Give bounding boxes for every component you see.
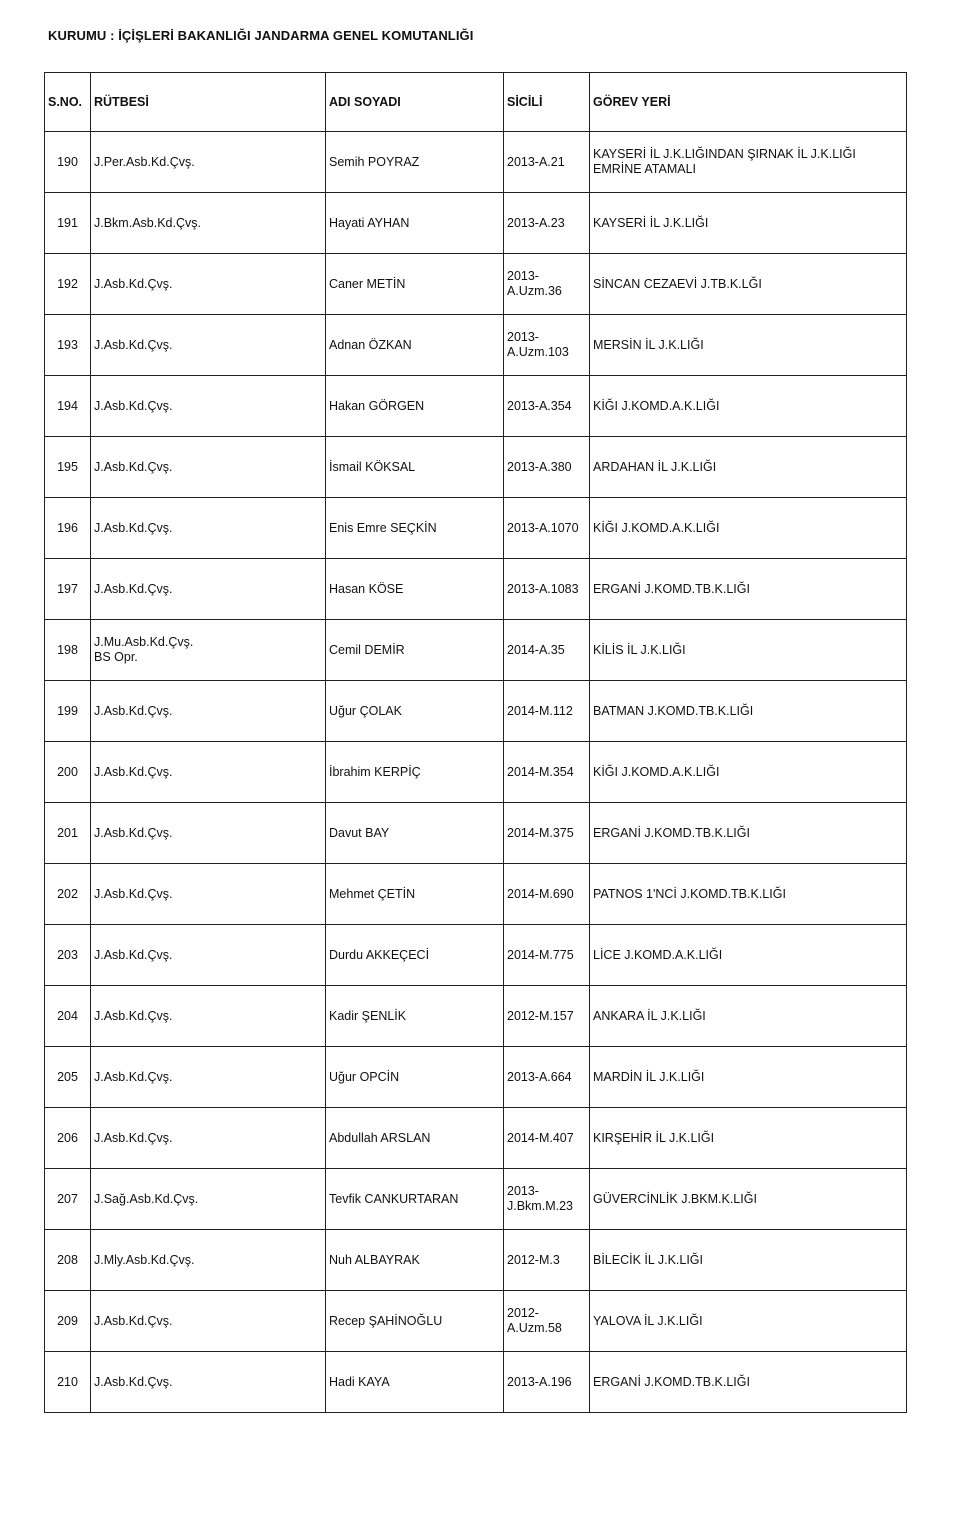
table-header-row bbox=[45, 73, 907, 132]
cell-rank: J.Asb.Kd.Çvş. bbox=[91, 315, 326, 376]
cell-no: 202 bbox=[45, 864, 91, 925]
cell-duty: KIRŞEHİR İL J.K.LIĞI bbox=[590, 1108, 907, 1169]
table-row bbox=[45, 315, 907, 376]
cell-registry: 2013-A.380 bbox=[504, 437, 590, 498]
cell-name: Uğur ÇOLAK bbox=[326, 681, 504, 742]
table-row bbox=[45, 498, 907, 559]
cell-rank: J.Asb.Kd.Çvş. bbox=[91, 803, 326, 864]
cell-duty: ARDAHAN İL J.K.LIĞI bbox=[590, 437, 907, 498]
cell-registry: 2014-M.354 bbox=[504, 742, 590, 803]
cell-rank: J.Asb.Kd.Çvş. bbox=[91, 437, 326, 498]
cell-no: 192 bbox=[45, 254, 91, 315]
table-row bbox=[45, 1108, 907, 1169]
table-row bbox=[45, 620, 907, 681]
cell-rank: J.Bkm.Asb.Kd.Çvş. bbox=[91, 193, 326, 254]
cell-registry: 2013- A.Uzm.36 bbox=[504, 254, 590, 315]
cell-name: Adnan ÖZKAN bbox=[326, 315, 504, 376]
table-row bbox=[45, 1352, 907, 1413]
cell-no: 208 bbox=[45, 1230, 91, 1291]
header-duty: GÖREV YERİ bbox=[590, 73, 907, 132]
cell-duty: KİLİS İL J.K.LIĞI bbox=[590, 620, 907, 681]
header-rank: RÜTBESİ bbox=[91, 73, 326, 132]
cell-rank: J.Mly.Asb.Kd.Çvş. bbox=[91, 1230, 326, 1291]
cell-duty: SİNCAN CEZAEVİ J.TB.K.LĞI bbox=[590, 254, 907, 315]
cell-name: Hakan GÖRGEN bbox=[326, 376, 504, 437]
cell-rank: J.Mu.Asb.Kd.Çvş. BS Opr. bbox=[91, 620, 326, 681]
cell-rank: J.Sağ.Asb.Kd.Çvş. bbox=[91, 1169, 326, 1230]
cell-name: Hasan KÖSE bbox=[326, 559, 504, 620]
cell-registry: 2013-A.354 bbox=[504, 376, 590, 437]
cell-name: Semih POYRAZ bbox=[326, 132, 504, 193]
cell-registry: 2012-M.3 bbox=[504, 1230, 590, 1291]
page-title: KURUMU : İÇİŞLERİ BAKANLIĞI JANDARMA GENEL KOMUTANLIĞI bbox=[48, 28, 474, 43]
cell-no: 210 bbox=[45, 1352, 91, 1413]
cell-rank: J.Per.Asb.Kd.Çvş. bbox=[91, 132, 326, 193]
cell-no: 195 bbox=[45, 437, 91, 498]
header-no: S.NO. bbox=[45, 73, 91, 132]
cell-registry: 2013-A.196 bbox=[504, 1352, 590, 1413]
cell-registry: 2013- A.Uzm.103 bbox=[504, 315, 590, 376]
cell-registry: 2013-A.664 bbox=[504, 1047, 590, 1108]
cell-registry: 2013-A.21 bbox=[504, 132, 590, 193]
cell-no: 209 bbox=[45, 1291, 91, 1352]
cell-rank: J.Asb.Kd.Çvş. bbox=[91, 681, 326, 742]
cell-no: 205 bbox=[45, 1047, 91, 1108]
cell-duty: YALOVA İL J.K.LIĞI bbox=[590, 1291, 907, 1352]
cell-name: Davut BAY bbox=[326, 803, 504, 864]
table-row bbox=[45, 559, 907, 620]
table-row bbox=[45, 1169, 907, 1230]
table-row bbox=[45, 803, 907, 864]
cell-name: Recep ŞAHİNOĞLU bbox=[326, 1291, 504, 1352]
cell-rank: J.Asb.Kd.Çvş. bbox=[91, 864, 326, 925]
cell-registry: 2013-A.23 bbox=[504, 193, 590, 254]
cell-duty: ERGANİ J.KOMD.TB.K.LIĞI bbox=[590, 1352, 907, 1413]
cell-duty: ERGANİ J.KOMD.TB.K.LIĞI bbox=[590, 559, 907, 620]
cell-name: Abdullah ARSLAN bbox=[326, 1108, 504, 1169]
cell-no: 200 bbox=[45, 742, 91, 803]
cell-no: 193 bbox=[45, 315, 91, 376]
cell-registry: 2012-M.157 bbox=[504, 986, 590, 1047]
cell-duty: KİĞI J.KOMD.A.K.LIĞI bbox=[590, 376, 907, 437]
cell-registry: 2013-A.1083 bbox=[504, 559, 590, 620]
cell-registry: 2014-M.775 bbox=[504, 925, 590, 986]
cell-registry: 2014-M.375 bbox=[504, 803, 590, 864]
cell-duty: MARDİN İL J.K.LIĞI bbox=[590, 1047, 907, 1108]
cell-rank: J.Asb.Kd.Çvş. bbox=[91, 925, 326, 986]
cell-registry: 2014-A.35 bbox=[504, 620, 590, 681]
cell-duty: KAYSERİ İL J.K.LIĞINDAN ŞIRNAK İL J.K.LIĞI EMRİNE ATAMALI bbox=[590, 132, 907, 193]
table-row bbox=[45, 376, 907, 437]
cell-no: 190 bbox=[45, 132, 91, 193]
cell-no: 199 bbox=[45, 681, 91, 742]
cell-name: Enis Emre SEÇKİN bbox=[326, 498, 504, 559]
cell-duty: KİĞI J.KOMD.A.K.LIĞI bbox=[590, 498, 907, 559]
table-row bbox=[45, 742, 907, 803]
cell-rank: J.Asb.Kd.Çvş. bbox=[91, 1291, 326, 1352]
cell-no: 204 bbox=[45, 986, 91, 1047]
cell-name: Uğur OPCİN bbox=[326, 1047, 504, 1108]
cell-duty: KİĞI J.KOMD.A.K.LIĞI bbox=[590, 742, 907, 803]
table-row bbox=[45, 1047, 907, 1108]
cell-rank: J.Asb.Kd.Çvş. bbox=[91, 376, 326, 437]
cell-rank: J.Asb.Kd.Çvş. bbox=[91, 1352, 326, 1413]
table-row bbox=[45, 925, 907, 986]
cell-no: 207 bbox=[45, 1169, 91, 1230]
cell-rank: J.Asb.Kd.Çvş. bbox=[91, 254, 326, 315]
cell-registry: 2014-M.690 bbox=[504, 864, 590, 925]
cell-duty: MERSİN İL J.K.LIĞI bbox=[590, 315, 907, 376]
personnel-table bbox=[44, 72, 907, 1413]
cell-duty: KAYSERİ İL J.K.LIĞI bbox=[590, 193, 907, 254]
cell-rank: J.Asb.Kd.Çvş. bbox=[91, 1108, 326, 1169]
cell-no: 191 bbox=[45, 193, 91, 254]
table-row bbox=[45, 132, 907, 193]
cell-name: Hadi KAYA bbox=[326, 1352, 504, 1413]
cell-name: İbrahim KERPİÇ bbox=[326, 742, 504, 803]
cell-no: 198 bbox=[45, 620, 91, 681]
cell-name: Nuh ALBAYRAK bbox=[326, 1230, 504, 1291]
cell-name: İsmail KÖKSAL bbox=[326, 437, 504, 498]
cell-rank: J.Asb.Kd.Çvş. bbox=[91, 559, 326, 620]
cell-duty: PATNOS 1'NCİ J.KOMD.TB.K.LIĞI bbox=[590, 864, 907, 925]
cell-name: Mehmet ÇETİN bbox=[326, 864, 504, 925]
cell-no: 206 bbox=[45, 1108, 91, 1169]
table-row bbox=[45, 1291, 907, 1352]
cell-duty: ANKARA İL J.K.LIĞI bbox=[590, 986, 907, 1047]
cell-duty: BİLECİK İL J.K.LIĞI bbox=[590, 1230, 907, 1291]
cell-no: 197 bbox=[45, 559, 91, 620]
table-row bbox=[45, 681, 907, 742]
cell-rank: J.Asb.Kd.Çvş. bbox=[91, 498, 326, 559]
cell-name: Durdu AKKEÇECİ bbox=[326, 925, 504, 986]
cell-duty: ERGANİ J.KOMD.TB.K.LIĞI bbox=[590, 803, 907, 864]
table-row bbox=[45, 1230, 907, 1291]
cell-rank: J.Asb.Kd.Çvş. bbox=[91, 1047, 326, 1108]
cell-name: Kadir ŞENLİK bbox=[326, 986, 504, 1047]
cell-no: 203 bbox=[45, 925, 91, 986]
cell-duty: GÜVERCİNLİK J.BKM.K.LIĞI bbox=[590, 1169, 907, 1230]
table-row bbox=[45, 986, 907, 1047]
cell-no: 196 bbox=[45, 498, 91, 559]
cell-rank: J.Asb.Kd.Çvş. bbox=[91, 742, 326, 803]
header-registry: SİCİLİ bbox=[504, 73, 590, 132]
cell-no: 201 bbox=[45, 803, 91, 864]
cell-registry: 2012- A.Uzm.58 bbox=[504, 1291, 590, 1352]
cell-name: Hayati AYHAN bbox=[326, 193, 504, 254]
cell-duty: LİCE J.KOMD.A.K.LIĞI bbox=[590, 925, 907, 986]
table-row bbox=[45, 254, 907, 315]
header-name: ADI SOYADI bbox=[326, 73, 504, 132]
cell-name: Caner METİN bbox=[326, 254, 504, 315]
table-row bbox=[45, 864, 907, 925]
table-row bbox=[45, 437, 907, 498]
cell-no: 194 bbox=[45, 376, 91, 437]
cell-registry: 2013-A.1070 bbox=[504, 498, 590, 559]
cell-registry: 2014-M.407 bbox=[504, 1108, 590, 1169]
cell-name: Cemil DEMİR bbox=[326, 620, 504, 681]
cell-duty: BATMAN J.KOMD.TB.K.LIĞI bbox=[590, 681, 907, 742]
cell-name: Tevfik CANKURTARAN bbox=[326, 1169, 504, 1230]
cell-registry: 2014-M.112 bbox=[504, 681, 590, 742]
cell-rank: J.Asb.Kd.Çvş. bbox=[91, 986, 326, 1047]
cell-registry: 2013- J.Bkm.M.23 bbox=[504, 1169, 590, 1230]
table-row bbox=[45, 193, 907, 254]
